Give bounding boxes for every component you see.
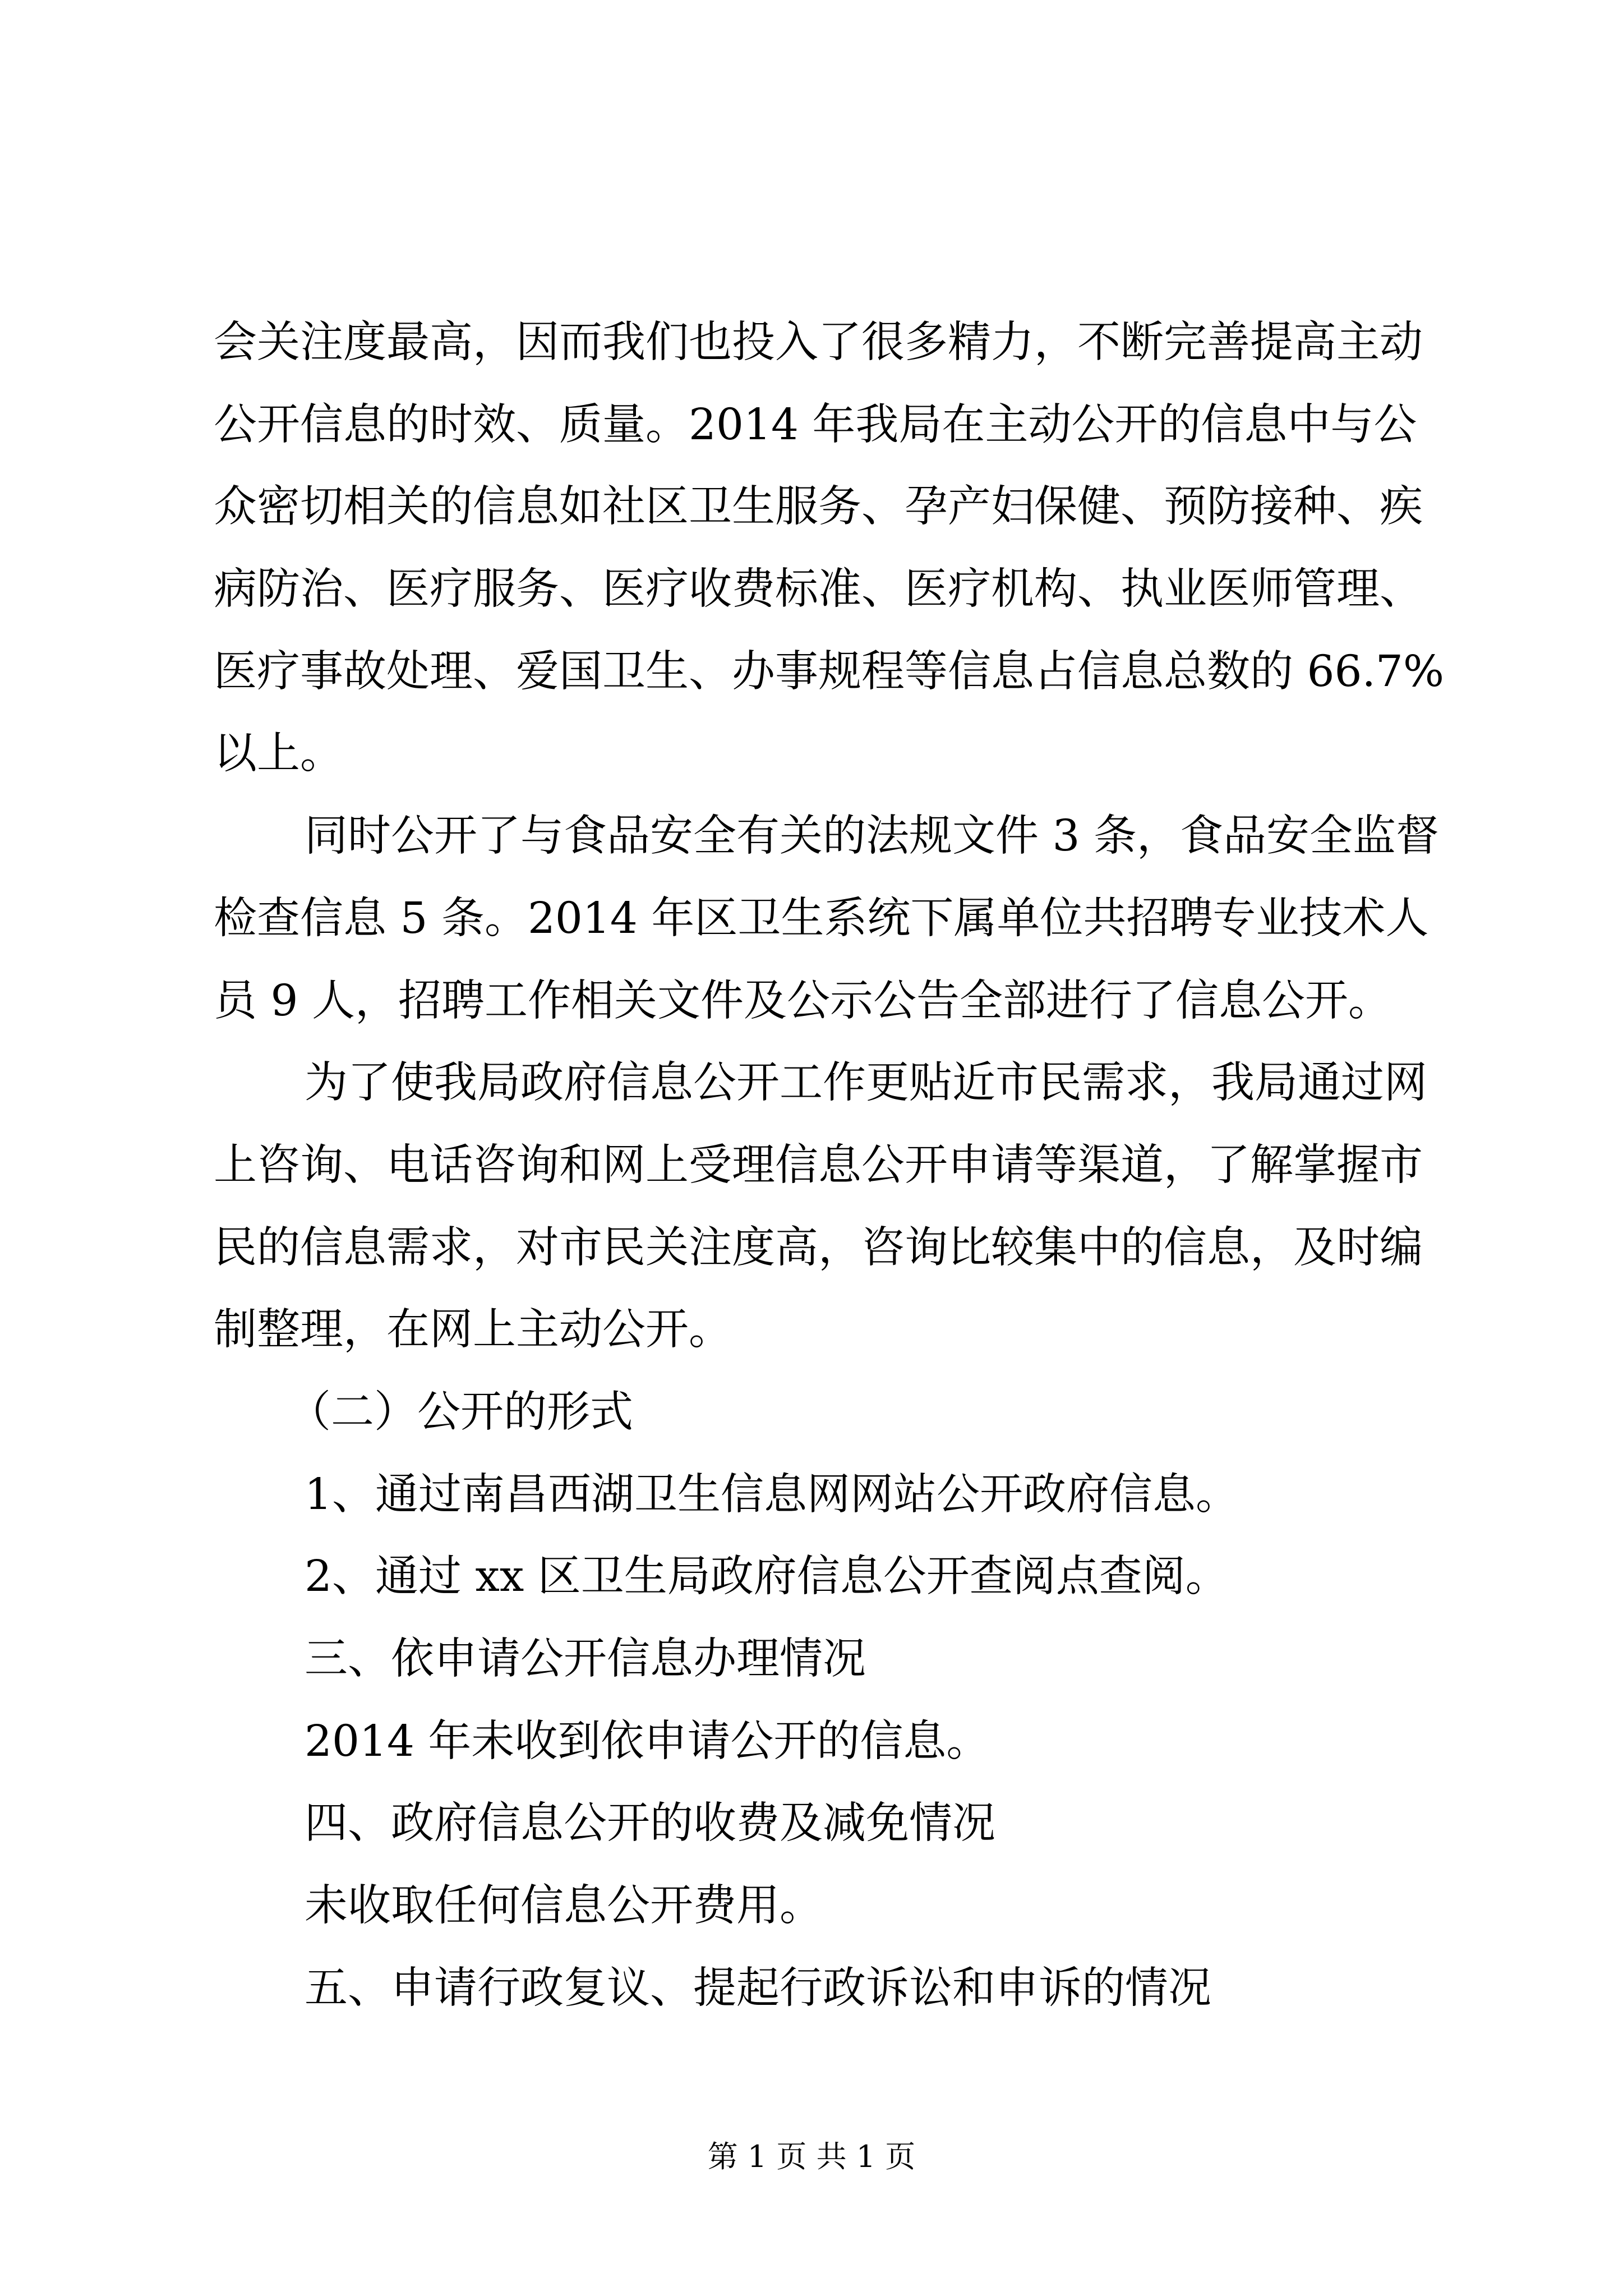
text-line: 以上。 — [214, 729, 343, 779]
text-line: 三、依申请公开信息办理情况 — [305, 1634, 866, 1684]
text-line: 民的信息需求，对市民关注度高，咨询比较集中的信息，及时编 — [214, 1222, 1423, 1273]
text-line: 未收取任何信息公开费用。 — [305, 1881, 823, 1931]
text-line: 四、政府信息公开的收费及减免情况 — [305, 1798, 995, 1849]
text-line: 制整理，在网上主动公开。 — [214, 1305, 732, 1355]
text-line: 公开信息的时效、质量。2014 年我局在主动公开的信息中与公 — [214, 399, 1417, 450]
text-line: 上咨询、电话咨询和网上受理信息公开申请等渠道，了解掌握市 — [214, 1140, 1423, 1190]
text-line: 病防治、医疗服务、医疗收费标准、医疗机构、执业医师管理、 — [214, 564, 1423, 615]
text-line: 1、通过南昌西湖卫生信息网网站公开政府信息。 — [305, 1469, 1239, 1520]
text-line: （二）公开的形式 — [288, 1387, 633, 1437]
text-line: 员 9 人，招聘工作相关文件及公示公告全部进行了信息公开。 — [214, 976, 1391, 1026]
text-line: 2014 年未收到依申请公开的信息。 — [305, 1716, 990, 1766]
text-line: 众密切相关的信息如社区卫生服务、孕产妇保健、预防接种、疾 — [214, 482, 1423, 532]
text-line: 医疗事故处理、爱国卫生、办事规程等信息占信息总数的 66.7% — [214, 646, 1445, 697]
text-line: 检查信息 5 条。2014 年区卫生系统下属单位共招聘专业技术人 — [214, 893, 1429, 944]
text-line: 为了使我局政府信息公开工作更贴近市民需求，我局通过网 — [305, 1058, 1427, 1108]
text-line: 会关注度最高，因而我们也投入了很多精力，不断完善提高主动 — [214, 318, 1423, 367]
page-footer: 第 1 页 共 1 页 — [707, 2139, 916, 2174]
document-body — [214, 302, 1504, 2030]
text-line: 同时公开了与食品安全有关的法规文件 3 条，食品安全监督 — [305, 811, 1439, 862]
text-line: 五、申请行政复议、提起行政诉讼和申诉的情况 — [305, 1963, 1211, 2013]
text-line: 2、通过 xx 区卫生局政府信息公开查阅点查阅。 — [305, 1552, 1229, 1602]
